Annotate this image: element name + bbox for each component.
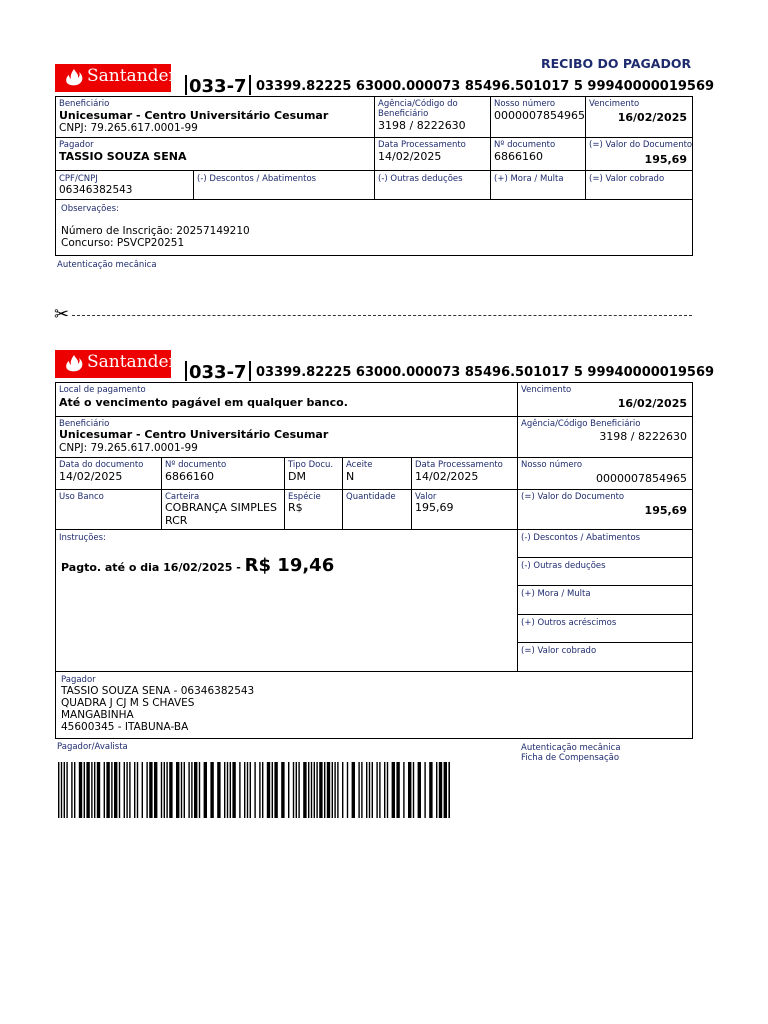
data-proc-value: 14/02/2025 bbox=[415, 470, 479, 483]
barcode bbox=[58, 762, 450, 818]
santander-logo bbox=[55, 350, 177, 378]
num-doc-label: Nº documento bbox=[494, 140, 556, 150]
agencia-value: 3198 / 8222630 bbox=[378, 119, 466, 132]
avalista-label: Pagador/Avalista bbox=[57, 742, 128, 752]
valor-cobrado-label: (=) Valor cobrado bbox=[521, 646, 597, 656]
beneficiario-cnpj: CNPJ: 79.265.617.0001-99 bbox=[59, 122, 198, 134]
cpf-label: CPF/CNPJ bbox=[59, 174, 98, 184]
nosso-numero-label: Nosso número bbox=[521, 460, 583, 470]
data-proc-label: Data Processamento bbox=[378, 140, 466, 150]
bank-code-text: 033-7 bbox=[189, 76, 247, 97]
bank-code bbox=[183, 361, 253, 383]
data-proc-label: Data Processamento bbox=[415, 460, 503, 470]
pagador-name: TASSIO SOUZA SENA bbox=[59, 150, 187, 163]
agencia-label: Agência/Código do Beneficiário bbox=[378, 99, 458, 119]
valor-label: Valor bbox=[415, 492, 437, 502]
carteira-label: Carteira bbox=[165, 492, 200, 502]
beneficiario-name: Unicesumar - Centro Universitário Cesumar bbox=[59, 109, 329, 122]
outras-deducoes-label: (-) Outras deduções bbox=[378, 174, 463, 184]
autenticacao-label: Autenticação mecânica bbox=[57, 260, 157, 270]
ficha-label: Ficha de Compensação bbox=[521, 753, 620, 763]
nosso-numero-label: Nosso número bbox=[494, 99, 556, 109]
carteira-value-1: COBRANÇA SIMPLES bbox=[165, 501, 277, 514]
instrucoes-label: Instruções: bbox=[59, 533, 106, 543]
scissors-icon: ✂ bbox=[54, 304, 70, 325]
vencimento-value: 16/02/2025 bbox=[617, 397, 687, 410]
beneficiario-label: Beneficiário bbox=[59, 419, 110, 429]
outros-acrescimos-label: (+) Outros acréscimos bbox=[521, 618, 617, 628]
carteira-value-2: RCR bbox=[165, 514, 188, 527]
beneficiario-cnpj: CNPJ: 79.265.617.0001-99 bbox=[59, 442, 198, 454]
pagador-label: Pagador bbox=[59, 140, 94, 150]
pagador-line-3: MANGABINHA bbox=[61, 709, 134, 721]
obs-concurso: Concurso: PSVCP20251 bbox=[61, 237, 185, 249]
receipt-title: RECIBO DO PAGADOR bbox=[541, 56, 692, 71]
data-doc-value: 14/02/2025 bbox=[59, 470, 123, 483]
vencimento-value: 16/02/2025 bbox=[617, 111, 687, 124]
vencimento-label: Vencimento bbox=[521, 385, 572, 395]
bank-code bbox=[183, 75, 253, 97]
instrucao-valor: R$ 19,46 bbox=[244, 555, 335, 576]
num-doc-value: 6866160 bbox=[494, 150, 543, 163]
flame-icon bbox=[63, 67, 85, 89]
especie-label: Espécie bbox=[288, 492, 321, 502]
instrucao-text: Pagto. até o dia 16/02/2025 - bbox=[61, 561, 245, 574]
local-pagamento-label: Local de pagamento bbox=[59, 385, 146, 395]
obs-inscricao: Número de Inscrição: 20257149210 bbox=[61, 225, 250, 237]
pagador-line-1: TASSIO SOUZA SENA - 06346382543 bbox=[61, 685, 255, 697]
especie-value: R$ bbox=[288, 501, 303, 514]
pagador-line-4: 45600345 - ITABUNA-BA bbox=[61, 721, 189, 733]
aceite-label: Aceite bbox=[346, 460, 373, 470]
beneficiario-label: Beneficiário bbox=[59, 99, 110, 109]
cpf-value: 06346382543 bbox=[59, 184, 133, 196]
observacoes-label: Observações: bbox=[61, 204, 119, 214]
data-doc-label: Data do documento bbox=[59, 460, 144, 470]
valor-doc-label: (=) Valor do Documento bbox=[589, 140, 693, 150]
pagador-label: Pagador bbox=[61, 675, 96, 685]
descontos-label: (-) Descontos / Abatimentos bbox=[521, 533, 641, 543]
mora-label: (+) Mora / Multa bbox=[494, 174, 564, 184]
digitable-line: 03399.82225 63000.000073 85496.501017 5 99940000019569 bbox=[256, 365, 715, 380]
valor-doc-label: (=) Valor do Documento bbox=[521, 492, 625, 502]
valor-doc-value: 195,69 bbox=[644, 504, 687, 517]
digitable-line: 03399.82225 63000.000073 85496.501017 5 99940000019569 bbox=[256, 79, 715, 94]
outras-deducoes-label: (-) Outras deduções bbox=[521, 561, 606, 571]
bank-name: Santander bbox=[87, 352, 177, 372]
descontos-label: (-) Descontos / Abatimentos bbox=[197, 174, 317, 184]
instrucao-line bbox=[61, 555, 334, 576]
quantidade-label: Quantidade bbox=[346, 492, 396, 502]
tipo-doc-value: DM bbox=[288, 470, 306, 483]
pagador-line-2: QUADRA J CJ M S CHAVES bbox=[61, 697, 195, 709]
bank-name: Santander bbox=[87, 66, 177, 86]
tipo-doc-label: Tipo Docu. bbox=[288, 460, 334, 470]
agencia-value: 3198 / 8222630 bbox=[599, 430, 687, 443]
nosso-numero-value: 0000007854965 bbox=[494, 109, 585, 122]
nosso-numero-value: 0000007854965 bbox=[596, 472, 687, 485]
agencia-label: Agência/Código Beneficiário bbox=[521, 419, 641, 429]
vencimento-label: Vencimento bbox=[589, 99, 640, 109]
valor-doc-value: 195,69 bbox=[644, 153, 687, 166]
valor-value: 195,69 bbox=[415, 501, 454, 514]
num-doc-value: 6866160 bbox=[165, 470, 214, 483]
autenticacao-label: Autenticação mecânica bbox=[521, 743, 621, 753]
santander-logo bbox=[55, 64, 177, 92]
beneficiario-name: Unicesumar - Centro Universitário Cesumar bbox=[59, 428, 329, 441]
cut-line bbox=[72, 315, 692, 316]
data-proc-value: 14/02/2025 bbox=[378, 150, 442, 163]
aceite-value: N bbox=[346, 470, 355, 483]
local-pagamento-value: Até o vencimento pagável em qualquer banco. bbox=[59, 396, 348, 409]
bank-code-text: 033-7 bbox=[189, 362, 247, 383]
num-doc-label: Nº documento bbox=[165, 460, 227, 470]
mora-label: (+) Mora / Multa bbox=[521, 589, 591, 599]
flame-icon bbox=[63, 353, 85, 375]
uso-banco-label: Uso Banco bbox=[59, 492, 104, 502]
valor-cobrado-label: (=) Valor cobrado bbox=[589, 174, 665, 184]
